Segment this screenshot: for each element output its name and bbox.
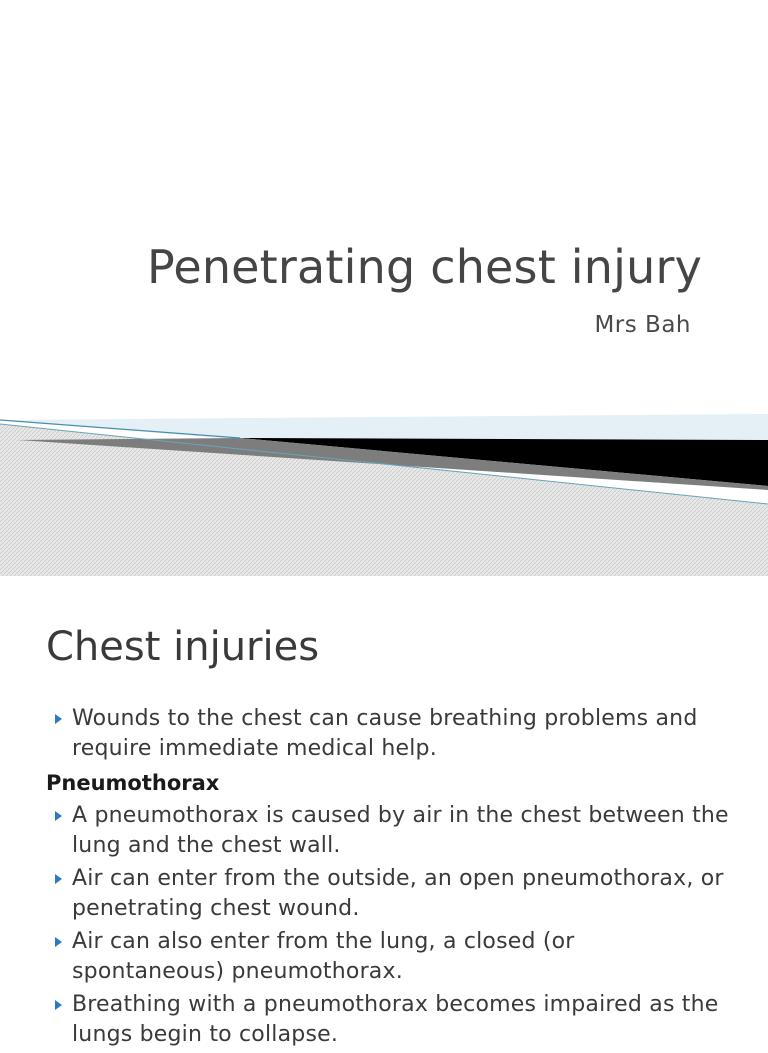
decorative-swoosh-band [0, 410, 768, 576]
triangle-bullet-icon [55, 874, 62, 884]
bullet-text: Wounds to the chest can cause breathing problems and require immediate medical help. [72, 706, 698, 761]
section-heading: Pneumothorax [46, 771, 220, 795]
bullet-text: Air can also enter from the lung, a closed (or spontaneous) pneumothorax. [72, 929, 575, 984]
triangle-bullet-icon [55, 811, 62, 821]
bullet-item [52, 927, 732, 987]
slide-subtitle: Mrs Bah [594, 312, 691, 338]
content-slide [0, 576, 768, 1047]
bullet-item [52, 990, 732, 1050]
bullet-text: Air can enter from the outside, an open pneumothorax, or penetrating chest wound. [72, 866, 724, 921]
slide-heading: Chest injuries [46, 624, 320, 670]
bullet-text: A pneumothorax is caused by air in the chest between the lung and the chest wall. [72, 803, 729, 858]
bullet-item [52, 704, 732, 764]
triangle-bullet-icon [55, 937, 62, 947]
triangle-bullet-icon [55, 714, 62, 724]
bullet-item [52, 801, 732, 861]
triangle-bullet-icon [55, 1000, 62, 1010]
bullet-item [52, 864, 732, 924]
slide-body [46, 704, 732, 1053]
bullet-text: Breathing with a pneumothorax becomes impaired as the lungs begin to collapse. [72, 992, 719, 1047]
slide-title: Penetrating chest injury [147, 240, 702, 294]
